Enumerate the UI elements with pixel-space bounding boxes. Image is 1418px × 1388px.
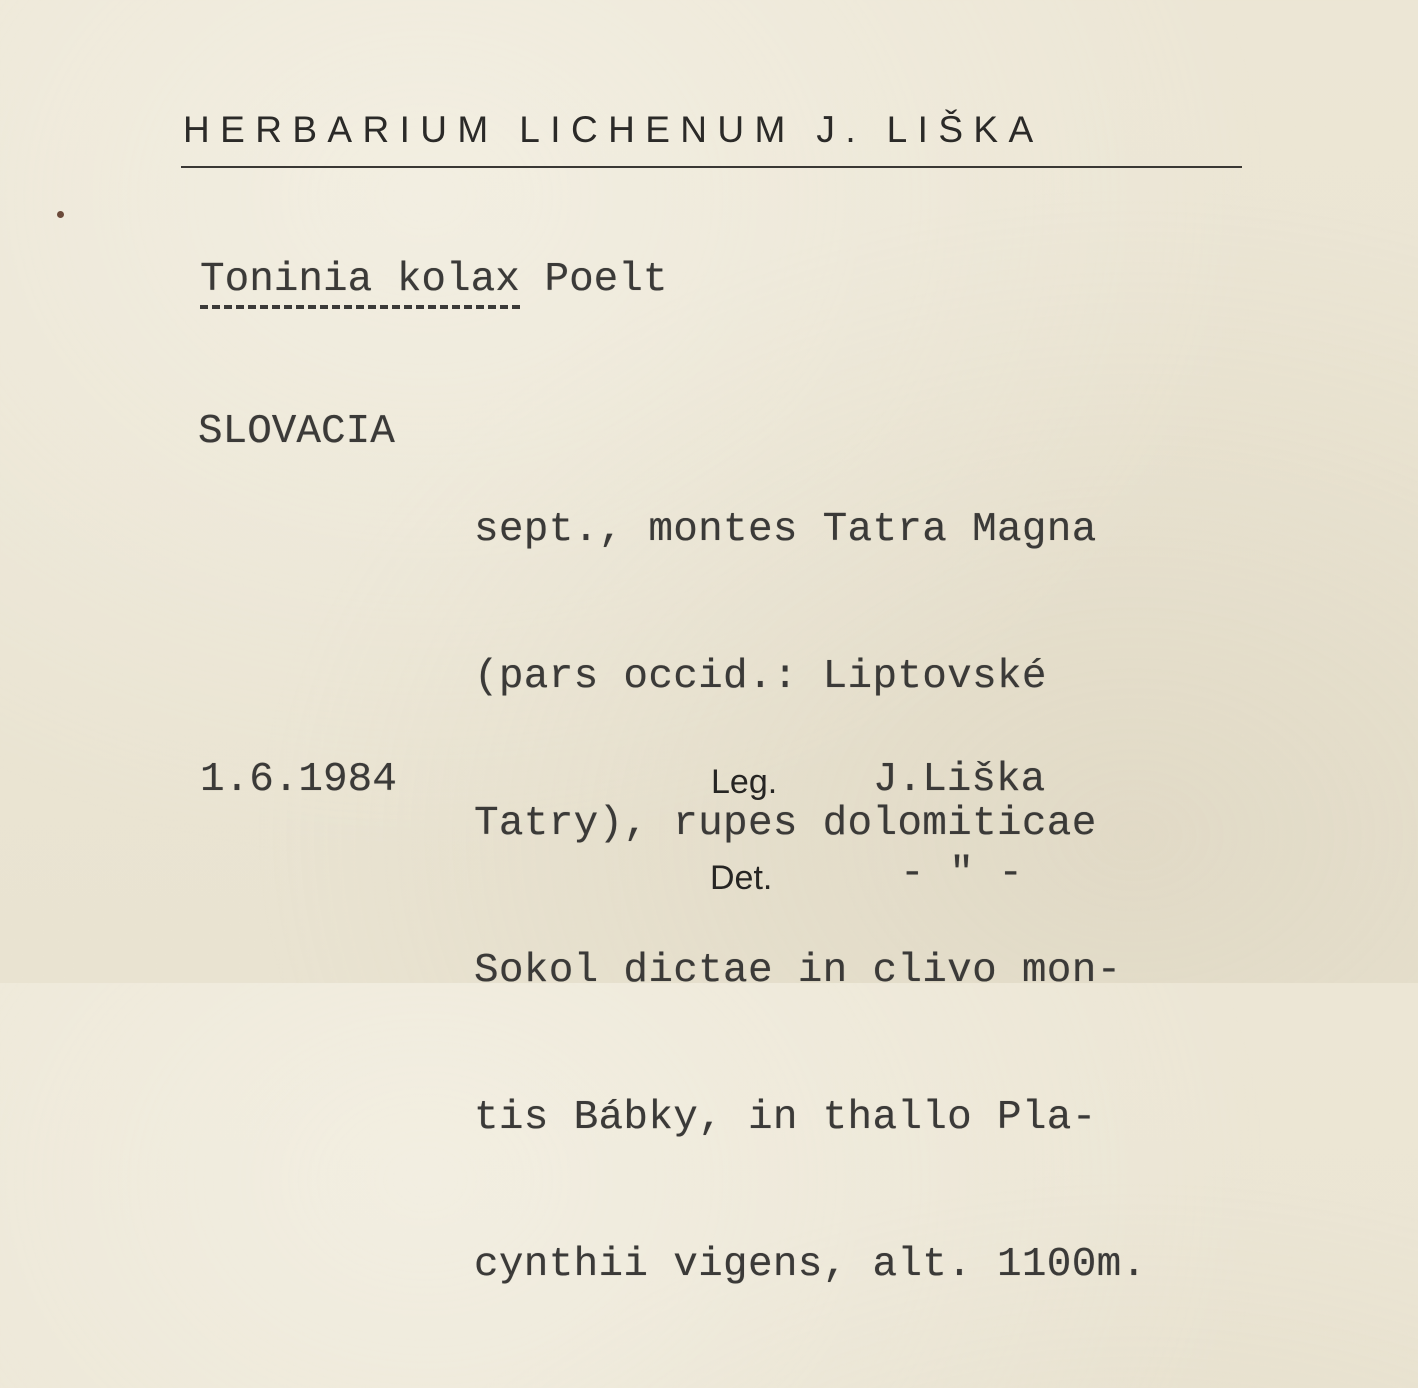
- paper-speck: [57, 211, 64, 218]
- taxon-author: Poelt: [544, 257, 668, 303]
- locality-line: Sokol dictae in clivo mon-: [474, 948, 1122, 994]
- locality-line: (pars occid.: Liptovské: [474, 654, 1047, 700]
- determiner-name: - " -: [900, 851, 1024, 897]
- taxon-line: [200, 256, 668, 305]
- leg-label: Leg.: [711, 763, 778, 801]
- locality-line: tis Bábky, in thallo Pla-: [474, 1095, 1097, 1141]
- country-name: SLOVACIA: [198, 409, 395, 455]
- locality-line: Tatry), rupes dolomiticae: [474, 801, 1097, 847]
- herbarium-header-title: HERBARIUM LICHENUM J. LIŠKA: [183, 109, 1044, 150]
- locality-line: sept., montes Tatra Magna: [474, 507, 1097, 553]
- locality-description: [474, 408, 1146, 1388]
- header-divider: [181, 166, 1242, 168]
- det-label: Det.: [710, 859, 773, 897]
- collector-name: J.Liška: [873, 757, 1046, 803]
- collection-date: 1.6.1984: [200, 757, 397, 803]
- taxon-name: Toninia kolax: [200, 257, 520, 309]
- locality-line: cynthii vigens, alt. 1100m.: [474, 1242, 1147, 1288]
